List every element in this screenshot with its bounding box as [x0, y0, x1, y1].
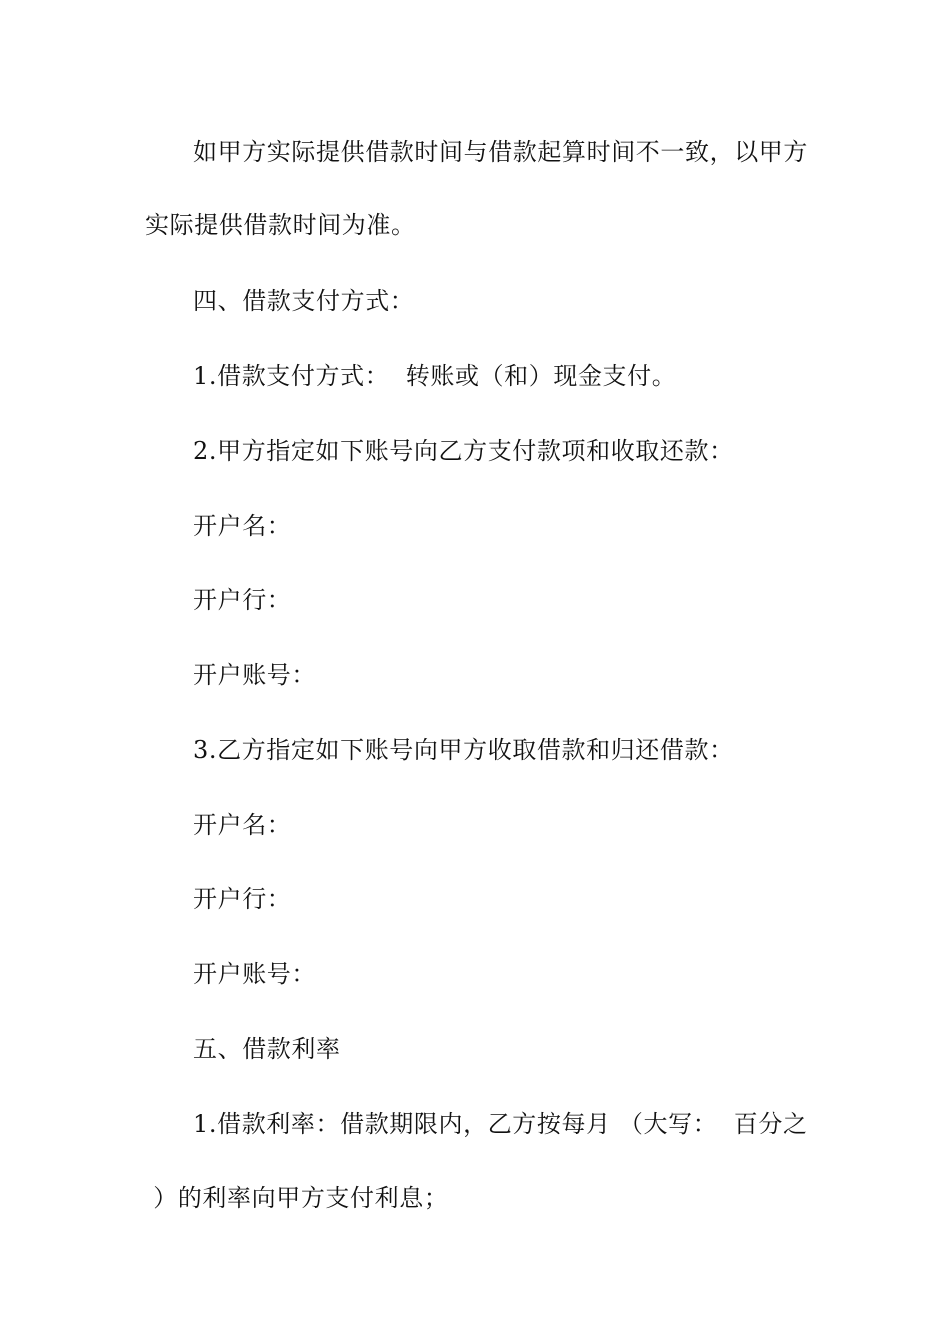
section-heading: 四、借款支付方式：	[193, 287, 415, 315]
paragraph-line: 2.甲方指定如下账号向乙方支付款项和收取还款：	[193, 437, 734, 465]
paragraph-line: 如甲方实际提供借款时间与借款起算时间不一致，以甲方	[193, 138, 808, 166]
field-label: 开户名：	[193, 512, 292, 540]
paragraph-line: ）的利率向甲方支付利息；	[145, 1184, 449, 1212]
paragraph-line: 1.借款利率：借款期限内，乙方按每月 （大写： 百分之	[193, 1110, 808, 1138]
paragraph-line: 3.乙方指定如下账号向甲方收取借款和归还借款：	[193, 736, 734, 764]
paragraph-line: 1.借款支付方式： 转账或（和）现金支付。	[193, 362, 677, 390]
field-label: 开户行：	[193, 586, 292, 614]
field-label: 开户账号：	[193, 661, 316, 689]
field-label: 开户行：	[193, 885, 292, 913]
field-label: 开户账号：	[193, 960, 316, 988]
paragraph-line: 实际提供借款时间为准。	[145, 211, 416, 239]
section-heading: 五、借款利率	[193, 1035, 341, 1063]
field-label: 开户名：	[193, 811, 292, 839]
